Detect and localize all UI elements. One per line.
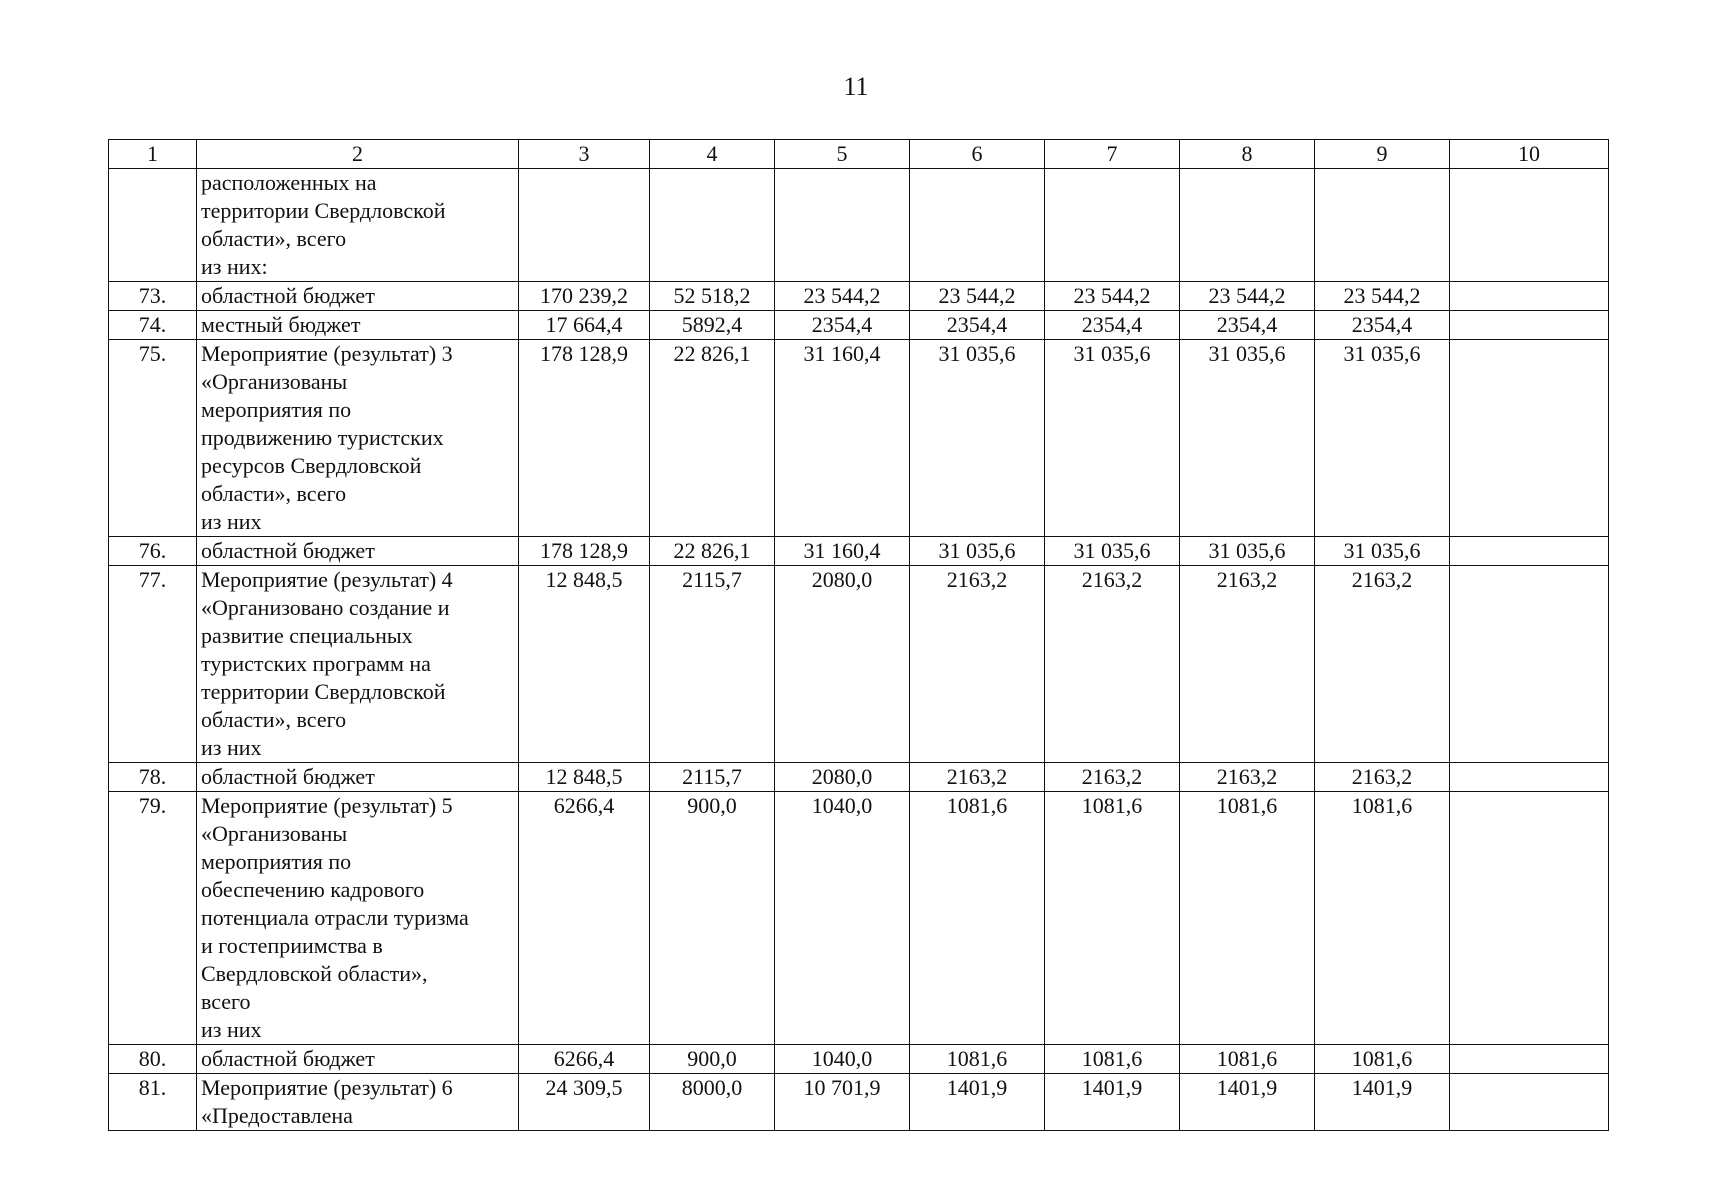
page-number: 11: [843, 72, 869, 101]
table-header: [109, 140, 1609, 169]
table-row: [109, 282, 1609, 311]
row-name: областной бюджет: [197, 763, 519, 792]
value-cell: 178 128,9: [519, 340, 650, 537]
value-cell: 23 544,2: [1180, 282, 1315, 311]
value-cell: 23 544,2: [1045, 282, 1180, 311]
row-number: 78.: [109, 763, 197, 792]
row-number: 73.: [109, 282, 197, 311]
row-number: 79.: [109, 792, 197, 1045]
value-cell: 31 035,6: [1315, 340, 1450, 537]
header-cell: 7: [1045, 140, 1180, 169]
value-cell: 31 035,6: [910, 537, 1045, 566]
row-number: 77.: [109, 566, 197, 763]
column-10-cell: [1450, 340, 1609, 537]
header-cell: 4: [650, 140, 775, 169]
value-cell: 1081,6: [1315, 1045, 1450, 1074]
header-cell: 9: [1315, 140, 1450, 169]
header-cell: 1: [109, 140, 197, 169]
row-name: областной бюджет: [197, 537, 519, 566]
row-name: областной бюджет: [197, 1045, 519, 1074]
value-cell: 900,0: [650, 792, 775, 1045]
value-cell: 2115,7: [650, 763, 775, 792]
value-cell: 900,0: [650, 1045, 775, 1074]
budget-table: [108, 139, 1609, 1131]
value-cell: 1040,0: [775, 792, 910, 1045]
value-cell: 1081,6: [1045, 1045, 1180, 1074]
value-cell: 2080,0: [775, 763, 910, 792]
value-cell: 23 544,2: [775, 282, 910, 311]
value-cell: 12 848,5: [519, 566, 650, 763]
table-body: [109, 169, 1609, 1131]
value-cell: 2163,2: [1045, 763, 1180, 792]
value-cell: 52 518,2: [650, 282, 775, 311]
column-10-cell: [1450, 1045, 1609, 1074]
table-row: [109, 311, 1609, 340]
row-number: 75.: [109, 340, 197, 537]
value-cell: 1081,6: [1315, 792, 1450, 1045]
value-cell: 10 701,9: [775, 1074, 910, 1131]
value-cell: [1045, 169, 1180, 282]
row-name: Мероприятие (результат) 5 «Организованы мероприятия по обеспечению кадрового потенциала отрасли туризма и гостеприимства в Свердловской области», всего из них: [197, 792, 519, 1045]
value-cell: 1081,6: [910, 792, 1045, 1045]
table-row: [109, 537, 1609, 566]
value-cell: 8000,0: [650, 1074, 775, 1131]
value-cell: [650, 169, 775, 282]
value-cell: [775, 169, 910, 282]
table-row: [109, 340, 1609, 537]
value-cell: 1081,6: [1180, 792, 1315, 1045]
table-row: [109, 1074, 1609, 1131]
header-cell: 6: [910, 140, 1045, 169]
value-cell: 17 664,4: [519, 311, 650, 340]
value-cell: 2163,2: [1315, 763, 1450, 792]
value-cell: 2163,2: [1180, 763, 1315, 792]
value-cell: 2354,4: [1045, 311, 1180, 340]
column-10-cell: [1450, 169, 1609, 282]
header-cell: 3: [519, 140, 650, 169]
row-number: 80.: [109, 1045, 197, 1074]
row-number: 76.: [109, 537, 197, 566]
value-cell: 31 035,6: [910, 340, 1045, 537]
column-10-cell: [1450, 566, 1609, 763]
value-cell: 1081,6: [1180, 1045, 1315, 1074]
row-name: Мероприятие (результат) 6 «Предоставлена: [197, 1074, 519, 1131]
value-cell: 23 544,2: [1315, 282, 1450, 311]
value-cell: 2163,2: [910, 763, 1045, 792]
row-name: местный бюджет: [197, 311, 519, 340]
table-row: [109, 169, 1609, 282]
row-number: [109, 169, 197, 282]
value-cell: 5892,4: [650, 311, 775, 340]
value-cell: 1081,6: [910, 1045, 1045, 1074]
header-row: [109, 140, 1609, 169]
row-name: расположенных на территории Свердловской области», всего из них:: [197, 169, 519, 282]
value-cell: 2354,4: [775, 311, 910, 340]
value-cell: 170 239,2: [519, 282, 650, 311]
value-cell: [1315, 169, 1450, 282]
value-cell: 1401,9: [1045, 1074, 1180, 1131]
column-10-cell: [1450, 311, 1609, 340]
value-cell: 2163,2: [1315, 566, 1450, 763]
column-10-cell: [1450, 792, 1609, 1045]
header-cell: 2: [197, 140, 519, 169]
value-cell: 2163,2: [1045, 566, 1180, 763]
column-10-cell: [1450, 537, 1609, 566]
value-cell: [519, 169, 650, 282]
row-name: областной бюджет: [197, 282, 519, 311]
value-cell: 31 035,6: [1180, 537, 1315, 566]
header-cell: 8: [1180, 140, 1315, 169]
value-cell: 6266,4: [519, 792, 650, 1045]
value-cell: 1040,0: [775, 1045, 910, 1074]
row-number: 74.: [109, 311, 197, 340]
value-cell: 2354,4: [1180, 311, 1315, 340]
value-cell: 23 544,2: [910, 282, 1045, 311]
value-cell: 31 035,6: [1315, 537, 1450, 566]
value-cell: 31 160,4: [775, 340, 910, 537]
header-cell: 5: [775, 140, 910, 169]
value-cell: 1401,9: [1180, 1074, 1315, 1131]
table-row: [109, 566, 1609, 763]
value-cell: 24 309,5: [519, 1074, 650, 1131]
value-cell: 31 160,4: [775, 537, 910, 566]
row-number: 81.: [109, 1074, 197, 1131]
column-10-cell: [1450, 1074, 1609, 1131]
value-cell: 1401,9: [910, 1074, 1045, 1131]
value-cell: 2080,0: [775, 566, 910, 763]
value-cell: 22 826,1: [650, 340, 775, 537]
table-row: [109, 792, 1609, 1045]
header-cell: 10: [1450, 140, 1609, 169]
value-cell: 2163,2: [910, 566, 1045, 763]
row-name: Мероприятие (результат) 4 «Организовано создание и развитие специальных туристских программ на территории Свердловской области», всего из них: [197, 566, 519, 763]
value-cell: [1180, 169, 1315, 282]
value-cell: 2115,7: [650, 566, 775, 763]
table-row: [109, 1045, 1609, 1074]
value-cell: 1401,9: [1315, 1074, 1450, 1131]
value-cell: 2354,4: [1315, 311, 1450, 340]
column-10-cell: [1450, 763, 1609, 792]
value-cell: 1081,6: [1045, 792, 1180, 1045]
value-cell: 6266,4: [519, 1045, 650, 1074]
value-cell: 178 128,9: [519, 537, 650, 566]
column-10-cell: [1450, 282, 1609, 311]
value-cell: 31 035,6: [1180, 340, 1315, 537]
value-cell: 22 826,1: [650, 537, 775, 566]
value-cell: [910, 169, 1045, 282]
value-cell: 31 035,6: [1045, 537, 1180, 566]
value-cell: 31 035,6: [1045, 340, 1180, 537]
value-cell: 2163,2: [1180, 566, 1315, 763]
row-name: Мероприятие (результат) 3 «Организованы мероприятия по продвижению туристских ресурсов Свердловской области», всего из них: [197, 340, 519, 537]
table-row: [109, 763, 1609, 792]
value-cell: 12 848,5: [519, 763, 650, 792]
value-cell: 2354,4: [910, 311, 1045, 340]
